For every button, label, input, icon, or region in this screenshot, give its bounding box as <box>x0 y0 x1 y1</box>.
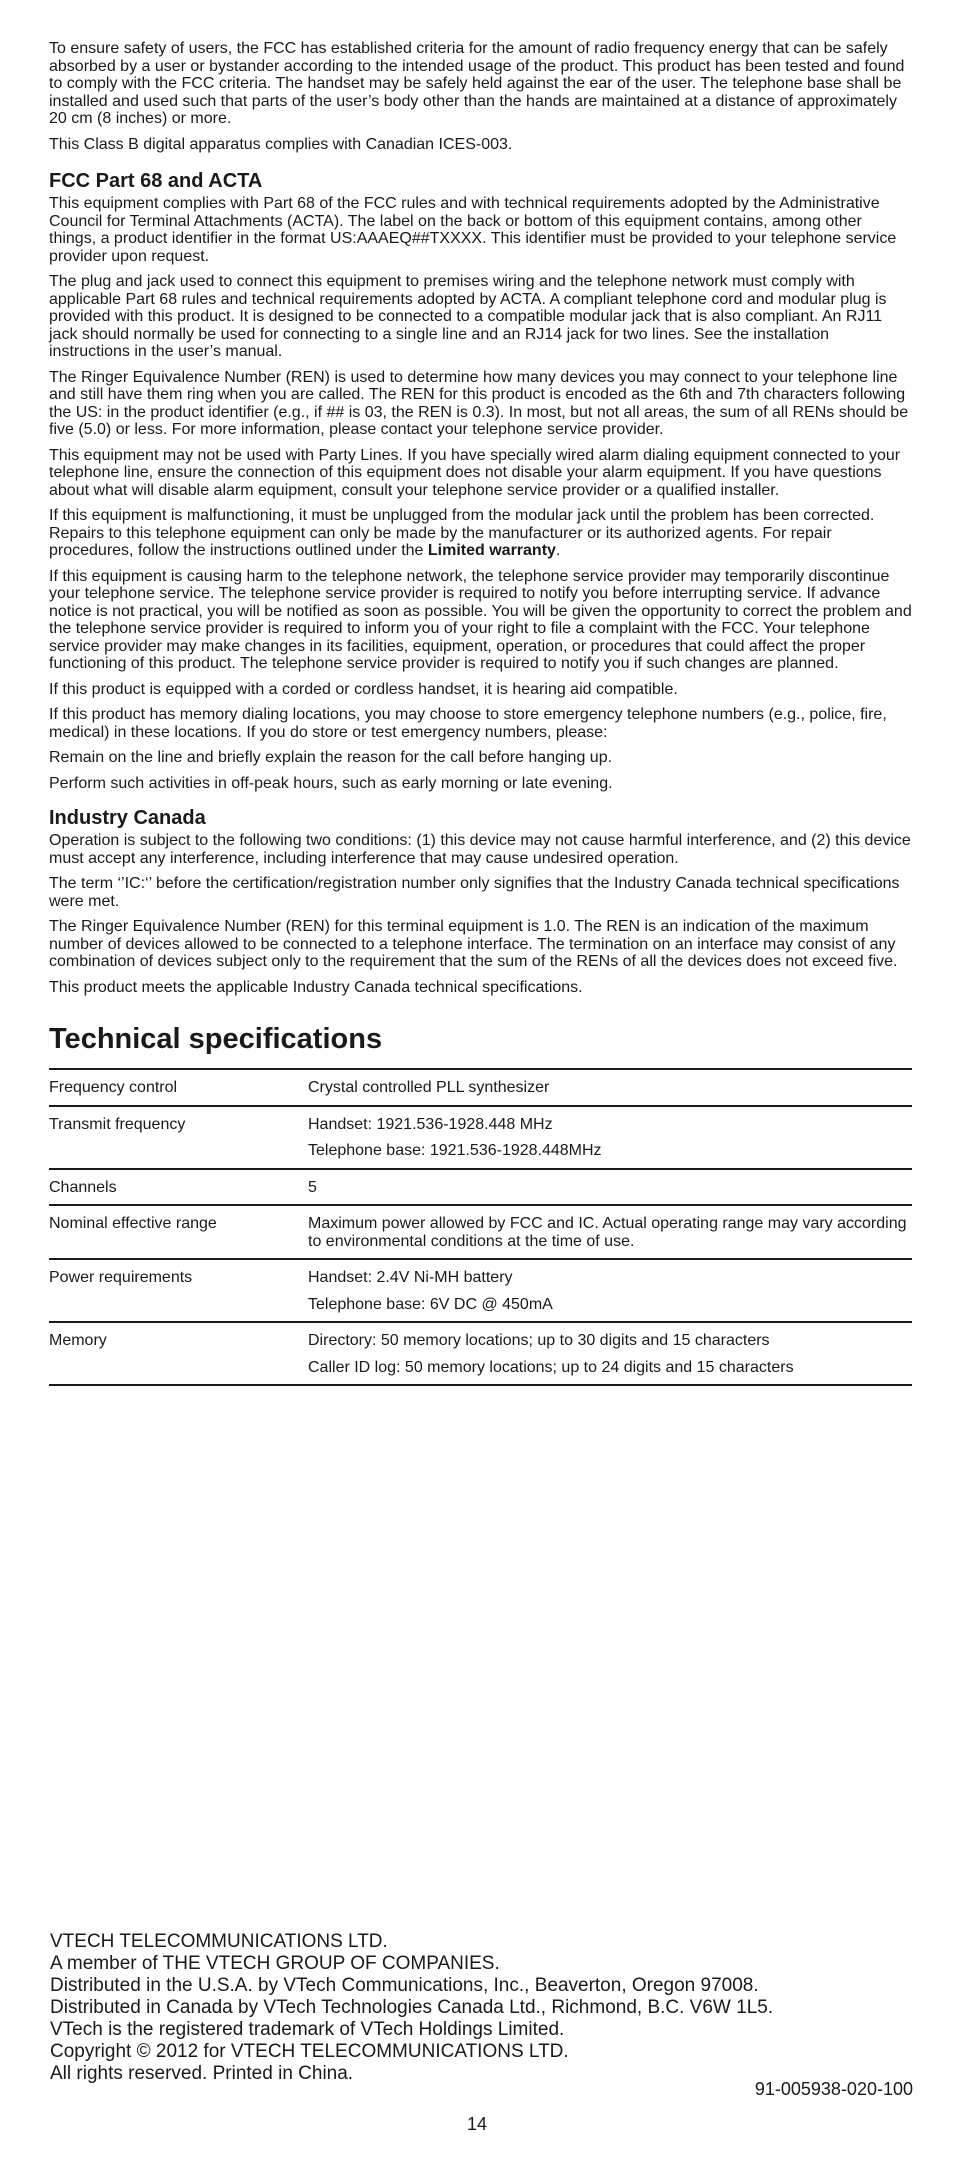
spec-value <box>308 1169 912 1206</box>
spec-value-line: Handset: 2.4V Ni-MH battery <box>308 1269 513 1286</box>
spec-value-line: Crystal controlled PLL synthesizer <box>308 1079 550 1096</box>
fcc-paragraph-8: If this product has memory dialing locations, you may choose to store emergency telephone numbers (e.g., police, fire, medical) in these locations. If you do store or test emergency numbers, please: <box>49 706 887 741</box>
fcc-paragraph-4: This equipment may not be used with Party Lines. If you have specially wired alarm dialing equipment connected to your telephone line, ensure the connection of this equipment does not disable your alarm equipment. If you have questions about what will disable alarm equipment, consult your telephone service provider or a qualified installer. <box>49 446 901 499</box>
company-footer <box>50 1931 910 2085</box>
limited-warranty-reference: Limited warranty <box>427 542 556 559</box>
fcc-paragraph-5-end: . <box>555 542 561 559</box>
fcc-paragraph-9: Remain on the line and briefly explain the reason for the call before hanging up. <box>49 749 613 766</box>
fcc-part68-heading: FCC Part 68 and ACTA <box>49 170 263 192</box>
fcc-paragraph-5 <box>49 507 912 560</box>
spec-value <box>308 1106 912 1169</box>
footer-line: VTech is the registered trademark of VTech Holdings Limited. <box>50 2019 565 2040</box>
manual-page-content <box>49 40 912 1386</box>
spec-label: Frequency control <box>49 1069 308 1106</box>
spec-value <box>308 1259 912 1322</box>
spec-value-line: Caller ID log: 50 memory locations; up to 24 digits and 15 characters <box>308 1358 794 1376</box>
spec-label: Power requirements <box>49 1259 308 1322</box>
fcc-paragraph-10: Perform such activities in off-peak hours, such as early morning or late evening. <box>49 774 613 792</box>
table-row <box>49 1106 912 1169</box>
table-row <box>49 1169 912 1206</box>
fcc-paragraph-1: This equipment complies with Part 68 of the FCC rules and with technical requirements adopted by the Administrative Council for Terminal Attachments (ACTA). The label on the back or bottom of this equipment contains, among other things, a product identifier in the format US:AAAEQ##TXXXX. This identifier must be provided to your telephone service provider upon request. <box>49 195 897 265</box>
page-number: 14 <box>466 2114 488 2134</box>
ic-paragraph-3: The Ringer Equivalence Number (REN) for this terminal equipment is 1.0. The REN is an indication of the maximum number of devices allowed to be connected to a telephone interface. The termination on an interface may consist of any combination of devices subject only to the requirement that the sum of the RENs of all the devices does not exceed five. <box>49 918 898 970</box>
spec-value <box>308 1069 912 1106</box>
footer-line: Distributed in Canada by VTech Technologies Canada Ltd., Richmond, B.C. V6W 1L5. <box>50 1997 774 2018</box>
spec-value <box>308 1322 912 1385</box>
rf-safety-paragraph: To ensure safety of users, the FCC has established criteria for the amount of radio frequency energy that can be safely absorbed by a user or bystander according to the intended usage of the product. This product has been tested and found to comply with the FCC criteria. The handset may be safely held against the ear of the user. The telephone base shall be installed and used such that parts of the user’s body other than the hands are maintained at a distance of approximately 20 cm (8 inches) or more. <box>49 40 905 127</box>
ic-paragraph-1: Operation is subject to the following two conditions: (1) this device may not cause harmful interference, and (2) this device must accept any interference, including interference that may cause undesired operation. <box>49 832 911 867</box>
spec-label: Nominal effective range <box>49 1205 308 1259</box>
footer-line: Copyright © 2012 for VTECH TELECOMMUNICATIONS LTD. <box>50 2041 569 2062</box>
fcc-paragraph-3: The Ringer Equivalence Number (REN) is used to determine how many devices you may connect to your telephone line and still have them ring when you are called. The REN for this product is encoded as the 6th and 7th characters following the US: in the product identifier (e.g., if ## is 03, the REN is 0.3). In most, but not all areas, the sum of all RENs should be five (5.0) or less. For more information, please contact your telephone service provider. <box>49 368 909 438</box>
spec-label: Channels <box>49 1169 308 1206</box>
ices-paragraph: This Class B digital apparatus complies with Canadian ICES-003. <box>49 135 513 153</box>
footer-line: VTECH TELECOMMUNICATIONS LTD. <box>50 1931 388 1952</box>
document-number: 91-005938-020-100 <box>754 2079 913 2099</box>
fcc-paragraph-5-text: If this equipment is malfunctioning, it must be unplugged from the modular jack until the problem has been corrected. Repairs to this telephone equipment can only be made by the manufacturer or its authorized agents. For repair procedures, follow the instructions outlined under the <box>49 507 875 559</box>
table-row <box>49 1069 912 1106</box>
spec-value-line: Telephone base: 1921.536-1928.448MHz <box>308 1142 602 1159</box>
fcc-paragraph-7: If this product is equipped with a corded or cordless handset, it is hearing aid compatible. <box>49 680 678 698</box>
spec-value-line: Directory: 50 memory locations; up to 30 digits and 15 characters <box>308 1332 770 1349</box>
table-row <box>49 1322 912 1385</box>
spec-value-line: Telephone base: 6V DC @ 450mA <box>308 1295 553 1313</box>
fcc-paragraph-6: If this equipment is causing harm to the telephone network, the telephone service provider may temporarily discontinue your telephone service. The telephone service provider is required to notify you before interrupting service. If advance notice is not practical, you will be notified as soon as possible. You will be given the opportunity to correct the problem and the telephone service provider is required to inform you of your right to file a complaint with the FCC. Your telephone service provider may make changes in its facilities, equipment, operation, or procedures that could affect the proper functioning of this product. The telephone service provider is required to notify you if such changes are planned. <box>49 567 912 672</box>
table-row <box>49 1259 912 1322</box>
ic-paragraph-4: This product meets the applicable Industry Canada technical specifications. <box>49 978 583 996</box>
spec-value-line: 5 <box>308 1178 317 1196</box>
spec-value <box>308 1205 912 1259</box>
spec-value-line: Handset: 1921.536-1928.448 MHz <box>308 1115 553 1133</box>
industry-canada-heading: Industry Canada <box>49 807 206 829</box>
footer-line: Distributed in the U.S.A. by VTech Communications, Inc., Beaverton, Oregon 97008. <box>50 1975 759 1996</box>
spec-value-line: Maximum power allowed by FCC and IC. Actual operating range may vary according to environmental conditions at the time of use. <box>308 1215 907 1250</box>
ic-paragraph-2: The term ‘’IC:‘’ before the certification/registration number only signifies that the Industry Canada technical specifications were met. <box>49 875 900 910</box>
specifications-table <box>49 1068 912 1386</box>
table-row <box>49 1205 912 1259</box>
fcc-paragraph-2: The plug and jack used to connect this equipment to premises wiring and the telephone network must comply with applicable Part 68 rules and technical requirements adopted by ACTA. A compliant telephone cord and modular plug is provided with this product. It is designed to be connected to a compatible modular jack that is also compliant. An RJ11 jack should normally be used for connecting to a single line and an RJ14 jack for two lines. See the installation instructions in the user’s manual. <box>49 273 887 360</box>
technical-specifications-title: Technical specifications <box>49 1023 383 1055</box>
spec-label: Transmit frequency <box>49 1106 308 1169</box>
spec-label: Memory <box>49 1322 308 1385</box>
footer-line: A member of THE VTECH GROUP OF COMPANIES. <box>50 1953 500 1974</box>
footer-line: All rights reserved. Printed in China. <box>50 2063 354 2084</box>
